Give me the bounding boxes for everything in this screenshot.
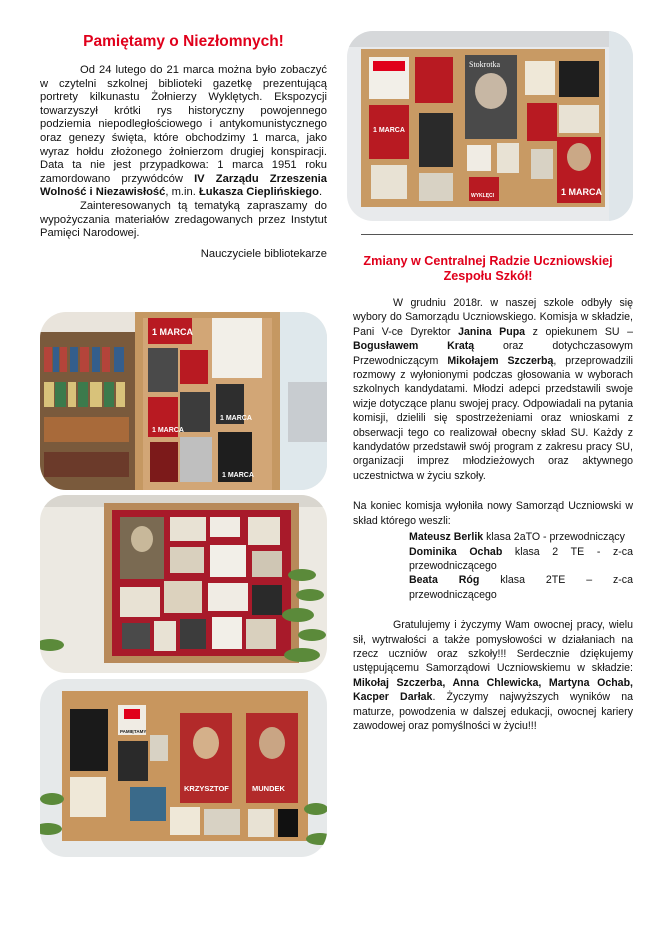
poster-label-4: 1 MARCA	[222, 472, 254, 479]
poster-label-mundek: MUNDEK	[252, 784, 285, 793]
poster-label-pamietamy: PAMIĘTAMY	[120, 729, 147, 734]
bold-pupa: Janina Pupa	[458, 325, 526, 338]
right-article-title	[343, 254, 633, 284]
right-paragraph-1: W grudniu 2018r. w naszej szkole odbyły się wybory do Samorządu Uczniowskiego. Komisja w składzie, Pani V-ce Dyrektor Janina Pupa z opiekunem SU – Bogusławem Kratą oraz dotychczasowym Przewodniczącym Mikołajem Szczerbą, przeprowadzili rozmowy z wyłonionymi podczas głosowania w wyborach szkolnych kandydatami. Młodzi adepci przedstawili swoje wizje dotyczące planu swojej pracy. Odpowiadali na pytania komisji, dzielili się spostrzeżeniami oraz wnioskami z obserwacji tego co realizował obecny skład SU. Każdy z kandydatów przedstawił swój program z zakresu pracy SU, organizacji imprez młodzieżowych oraz aktywnego uczestnictwa w życiu szkoły.	[353, 297, 634, 482]
left-article-title: Pamiętamy o Niezłomnych!	[83, 33, 284, 50]
right-title-line1: Zmiany w Centralnej Radzie Uczniowskiej	[363, 254, 613, 268]
bold-win: IV Zarządu Zrzeszenia Wolność i Niezawisłość	[40, 172, 327, 199]
left-article	[40, 30, 327, 260]
bold-szczerba: Mikołajem Szczerbą	[447, 354, 554, 367]
member-item: Beata Róg klasa 2TE – z-ca przewodniczącego	[409, 574, 633, 601]
poster-label-d: WYKLĘCI	[471, 193, 495, 199]
right-article-body	[353, 296, 633, 733]
photo-red-board	[40, 495, 327, 673]
poster-label-b: 1 MARCA	[561, 187, 603, 197]
wyklecie-board-illustration	[347, 31, 633, 221]
red-board-illustration	[40, 495, 327, 673]
right-paragraph-3: Gratulujemy i życzymy Wam owocnej pracy, wielu sił, wytrwałości a także pomysłowości w działaniach na rzecz uczniów oraz szkoły!!! Serdecznie dziękujemy ustępującemu Samorządowi Uczniowskiemu w składzie: Mikołaj Szczerba, Anna Chlewicka, Martyna Ochab, Kacper Darłak. Życzymy najwyższych wyników na maturze, powodzenia w dalszej edukacji, owocnej kariery zawodowej oraz pomyślności w życiu!!!	[353, 619, 633, 732]
right-paragraph-2: Na koniec komisja wyłoniła nowy Samorząd Uczniowski w skład którego weszli:	[353, 500, 633, 527]
poster-board-illustration	[40, 679, 327, 857]
left-paragraph-2: Zainteresowanych tą tematyką zapraszamy do wypożyczania materiałów zredagowanych przez Instytut Pamięci Narodowej.	[40, 199, 327, 240]
left-article-body	[40, 64, 327, 241]
photo-poster-board	[40, 679, 327, 857]
section-divider	[361, 234, 633, 235]
bold-former-council: Mikołaj Szczerba, Anna Chlewicka, Martyna Ochab, Kacper Darłak	[353, 676, 633, 704]
right-article	[343, 254, 633, 733]
left-signature: Nauczyciele bibliotekarze	[200, 247, 327, 260]
photo-wyklecie-board	[347, 31, 633, 221]
bold-krata: Bogusławem Kratą	[353, 340, 475, 353]
member-item: Mateusz Berlik klasa 2aTO - przewodniczący	[409, 531, 625, 544]
poster-label-a: 1 MARCA	[373, 127, 405, 134]
bold-cieplinski: Łukasza Cieplińskiego	[198, 186, 319, 199]
poster-label-3: 1 MARCA	[220, 415, 252, 422]
library-exhibit-illustration	[40, 312, 327, 490]
poster-label-krzysztof: KRZYSZTOF	[184, 784, 229, 793]
poster-label-c: Stokrotka	[469, 60, 501, 69]
right-title-line2: Zespołu Szkół!	[443, 269, 533, 283]
members-list	[409, 530, 633, 602]
poster-label-2: 1 MARCA	[152, 427, 184, 434]
photo-library-exhibit	[40, 312, 327, 490]
left-paragraph-1: Od 24 lutego do 21 marca można było zobaczyć w czytelni szkolnej biblioteki gazetkę prezentującą portrety kilkunastu Żołnierzy Wyklętych. Ekspozycji towarzyszył krótki rys historyczny powojennego podziemia niepodległościowego i antykomunistycznego oraz genezy święta, które obchodzimy 1 marca, jako wyraz hołdu złożonego żołnierzom drugiej konspiracji. Data ta nie jest przypadkowa: 1 marca 1951 roku zamordowano przywódców IV Zarządu Zrzeszenia Wolność i Niezawisłość, m.in. Łukasza Cieplińskiego.	[40, 64, 327, 199]
member-item: Dominika Ochab klasa 2 TE - z-ca przewodniczącego	[409, 545, 633, 572]
poster-label-1: 1 MARCA	[152, 327, 194, 337]
